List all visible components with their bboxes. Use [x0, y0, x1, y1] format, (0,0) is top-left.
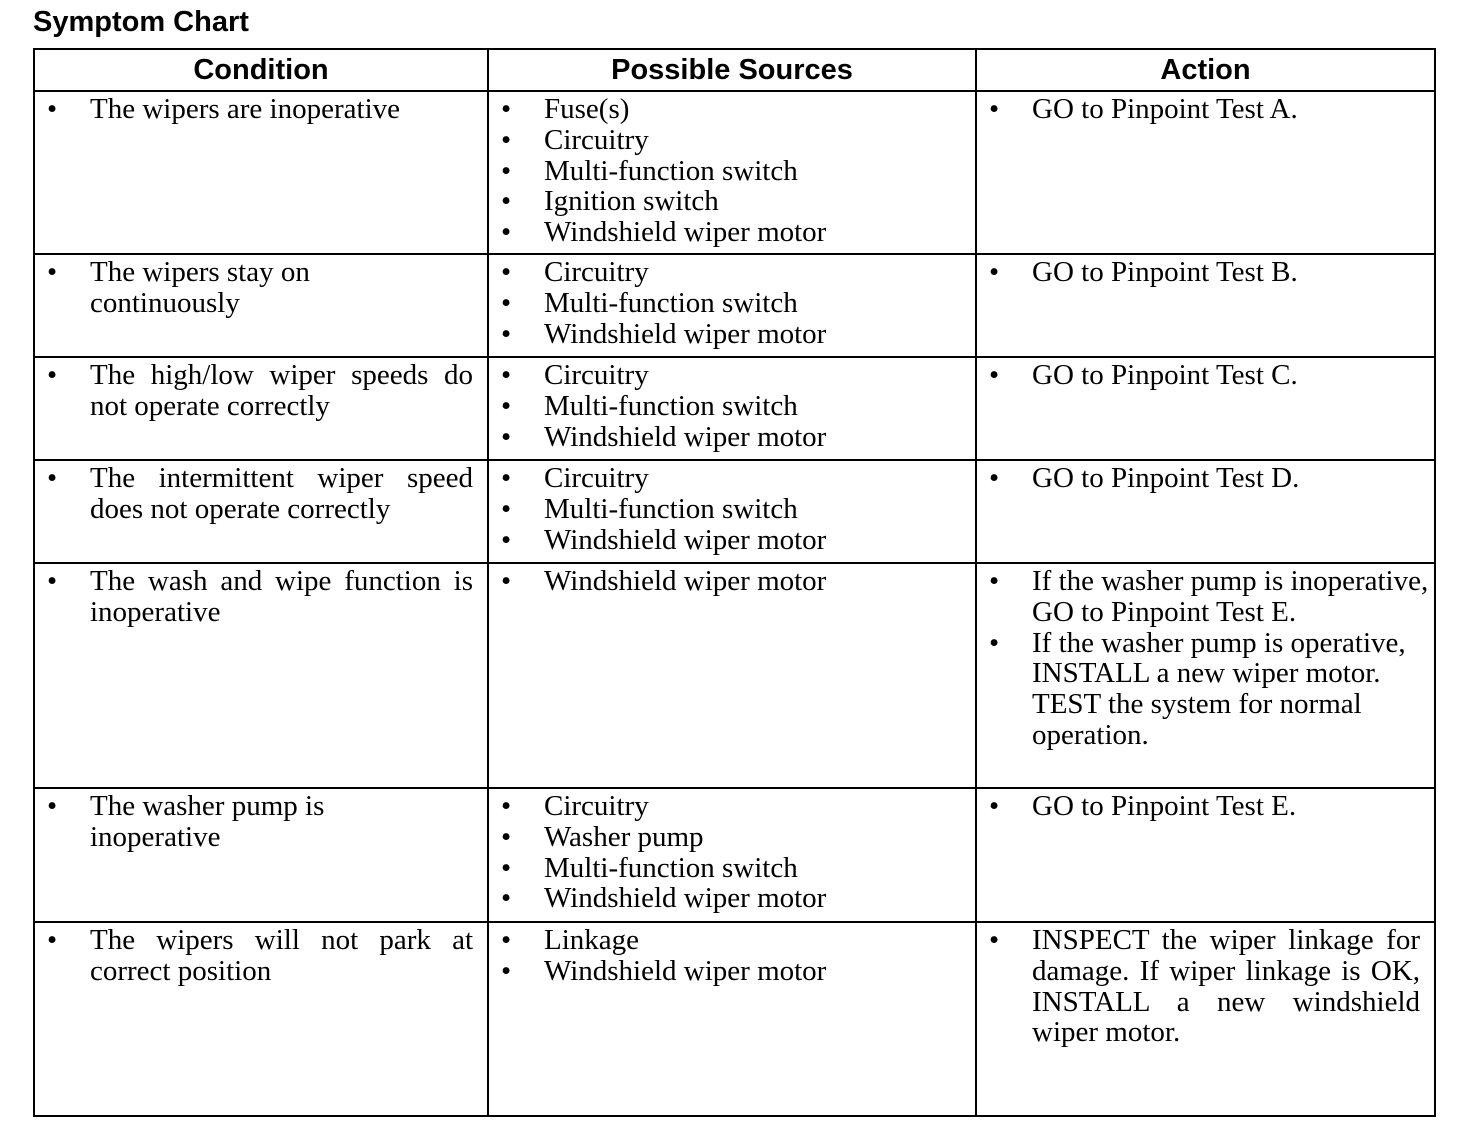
source-item: • Windshield wiper motor [489, 422, 975, 453]
header-condition: Condition [34, 49, 488, 91]
table-row [34, 357, 1435, 460]
source-item: • Multi-function switch [489, 853, 975, 884]
condition-cell [34, 922, 488, 1116]
source-item: • Windshield wiper motor [489, 217, 975, 248]
sources-cell [488, 460, 976, 563]
action-item: • GO to Pinpoint Test D. [977, 463, 1434, 494]
sources-cell [488, 788, 976, 922]
source-item: • Windshield wiper motor [489, 883, 975, 914]
condition-cell [34, 788, 488, 922]
action-item: • GO to Pinpoint Test A. [977, 94, 1434, 125]
sources-cell [488, 357, 976, 460]
source-item: • Windshield wiper motor [489, 956, 975, 987]
action-cell [976, 922, 1435, 1116]
condition-cell [34, 254, 488, 357]
source-item: • Circuitry [489, 257, 975, 288]
source-item: • Windshield wiper motor [489, 566, 975, 597]
source-item: • Windshield wiper motor [489, 525, 975, 556]
source-item: • Multi-function switch [489, 494, 975, 525]
sources-cell [488, 91, 976, 254]
action-cell [976, 788, 1435, 922]
source-item: • Multi-function switch [489, 391, 975, 422]
header-row [34, 49, 1435, 91]
source-item: • Circuitry [489, 463, 975, 494]
table-row [34, 922, 1435, 1116]
header-possible-sources: Possible Sources [488, 49, 976, 91]
action-item: • GO to Pinpoint Test E. [977, 791, 1434, 822]
condition-item: • The washer pump is inoperative [35, 791, 487, 853]
sources-cell [488, 563, 976, 788]
action-item: • GO to Pinpoint Test B. [977, 257, 1434, 288]
action-item: • GO to Pinpoint Test C. [977, 360, 1434, 391]
source-item: • Ignition switch [489, 186, 975, 217]
source-item: • Fuse(s) [489, 94, 975, 125]
action-item: • If the washer pump is operative, INSTALL a new wiper motor. TEST the system for normal operation. [977, 628, 1434, 751]
table-row [34, 788, 1435, 922]
symptom-table [33, 48, 1436, 1117]
action-item: • If the washer pump is inoperative, GO to Pinpoint Test E. [977, 566, 1434, 628]
condition-item: • The intermittent wiper speed does not operate correctly [35, 463, 487, 525]
condition-item: • The wipers stay on continuously [35, 257, 487, 319]
condition-cell [34, 460, 488, 563]
action-cell [976, 91, 1435, 254]
action-cell [976, 254, 1435, 357]
source-item: • Windshield wiper motor [489, 319, 975, 350]
table-row [34, 460, 1435, 563]
condition-cell [34, 357, 488, 460]
sources-cell [488, 254, 976, 357]
condition-cell [34, 563, 488, 788]
source-item: • Multi-function switch [489, 288, 975, 319]
source-item: • Circuitry [489, 125, 975, 156]
sources-cell [488, 922, 976, 1116]
chart-title: Symptom Chart [33, 6, 249, 38]
action-cell [976, 357, 1435, 460]
source-item: • Washer pump [489, 822, 975, 853]
condition-item: • The wipers will not park at correct position [35, 925, 487, 987]
source-item: • Multi-function switch [489, 156, 975, 187]
condition-item: • The high/low wiper speeds do not operate correctly [35, 360, 487, 422]
condition-item: • The wipers are inoperative [35, 94, 487, 125]
action-item: • INSPECT the wiper linkage for damage. If wiper linkage is OK, INSTALL a new windshield wiper motor. [977, 925, 1434, 1048]
action-cell [976, 563, 1435, 788]
source-item: • Circuitry [489, 791, 975, 822]
source-item: • Linkage [489, 925, 975, 956]
condition-cell [34, 91, 488, 254]
table-row [34, 91, 1435, 254]
header-action: Action [976, 49, 1435, 91]
condition-item: • The wash and wipe function is inoperative [35, 566, 487, 628]
source-item: • Circuitry [489, 360, 975, 391]
table-row [34, 563, 1435, 788]
table-row [34, 254, 1435, 357]
action-cell [976, 460, 1435, 563]
